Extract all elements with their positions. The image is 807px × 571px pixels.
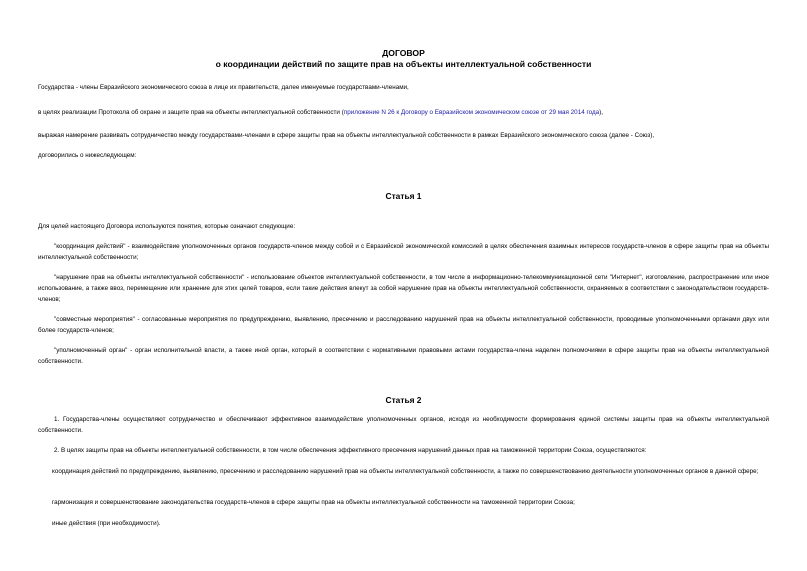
document-subtitle: о координации действий по защите прав на объекты интеллектуальной собственности <box>215 59 592 69</box>
article-2-paragraph-1: 1. Государства-члены осуществляют сотрудничество и обеспечивают эффективное взаимодействие уполномоченных органов, исходя из необходимости формирования единой системы защиты прав на объекты интеллектуальной собственности. <box>38 416 769 435</box>
article-1-definition-3: "совместные мероприятия" - согласованные мероприятия по предупреждению, выявлению, пресечению и расследованию нарушений прав на объекты интеллектуальной собственности, проводимые уполномоченными органами двух или более государств-членов; <box>38 316 769 335</box>
article-1-definition-2: "нарушение прав на объекты интеллектуальной собственности" - использование объектов интеллектуальной собственности, в том числе в информационно-телекоммуникационной сети "Интернет", изготовление, распространение или иное использование, а также ввоз, перемещение или хранение для этих целей товаров, если такие действия влекут за собой нарушение прав на объекты интеллектуальной собственности, охраняемых в соответствии с законодательством государств-членов; <box>38 274 769 304</box>
preamble-text-after-link: ), <box>599 109 603 116</box>
annex-link[interactable]: приложение N 26 к Договору о Евразийском экономическом союзе от 29 мая 2014 года <box>343 109 600 116</box>
document-title: ДОГОВОР <box>382 48 425 58</box>
article-1-definition-4: "уполномоченный орган" - орган исполнительной власти, а также иной орган, который в соответствии с нормативными правовыми актами государства-члена наделен полномочиями в сфере защиты прав на объекты интеллектуальной собственности. <box>38 347 769 366</box>
preamble-paragraph-2 <box>38 107 769 118</box>
article-1-intro: Для целей настоящего Договора используются понятия, которые означают следующие: <box>38 223 296 230</box>
preamble-paragraph-1: Государства - члены Евразийского экономического союза в лице их правительств, далее именуемые государствами-членами, <box>38 84 409 91</box>
article-2-paragraph-2: 2. В целях защиты прав на объекты интеллектуальной собственности, в том числе обеспечения эффективного пресечения нарушений данных прав на таможенной территории Союза, осуществляются: <box>54 447 647 454</box>
article-2-item-3: иные действия (при необходимости). <box>52 520 161 527</box>
article-2-heading: Статья 2 <box>385 395 422 405</box>
article-2-item-2: гармонизация и совершенствование законодательства государств-членов в сфере защиты прав на объекты интеллектуальной собственности на таможенной территории Союза; <box>52 499 575 506</box>
article-2-item-1: координация действий по предупреждению, выявлению, пресечению и расследованию нарушений прав на объекты интеллектуальной собственности, а также по совершенствованию деятельности уполномоченных органов в данной сфере; <box>52 468 759 475</box>
article-1-heading: Статья 1 <box>385 191 422 201</box>
preamble-paragraph-3: выражая намерение развивать сотрудничество между государствами-членами в сфере защиты прав на объекты интеллектуальной собственности в рамках Евразийского экономического союза (далее - Союз), <box>38 132 655 139</box>
preamble-text-before-link: в целях реализации Протокола об охране и защите прав на объекты интеллектуальной собственности ( <box>38 109 344 116</box>
preamble-paragraph-4: договорились о нижеследующем: <box>38 152 137 159</box>
article-1-definition-1: "координация действий" - взаимодействие уполномоченных органов государств-членов между собой и с Евразийской экономической комиссией в целях обеспечения взаимных интересов государств-членов в сфере защиты прав на объекты интеллектуальной собственности; <box>38 243 769 262</box>
